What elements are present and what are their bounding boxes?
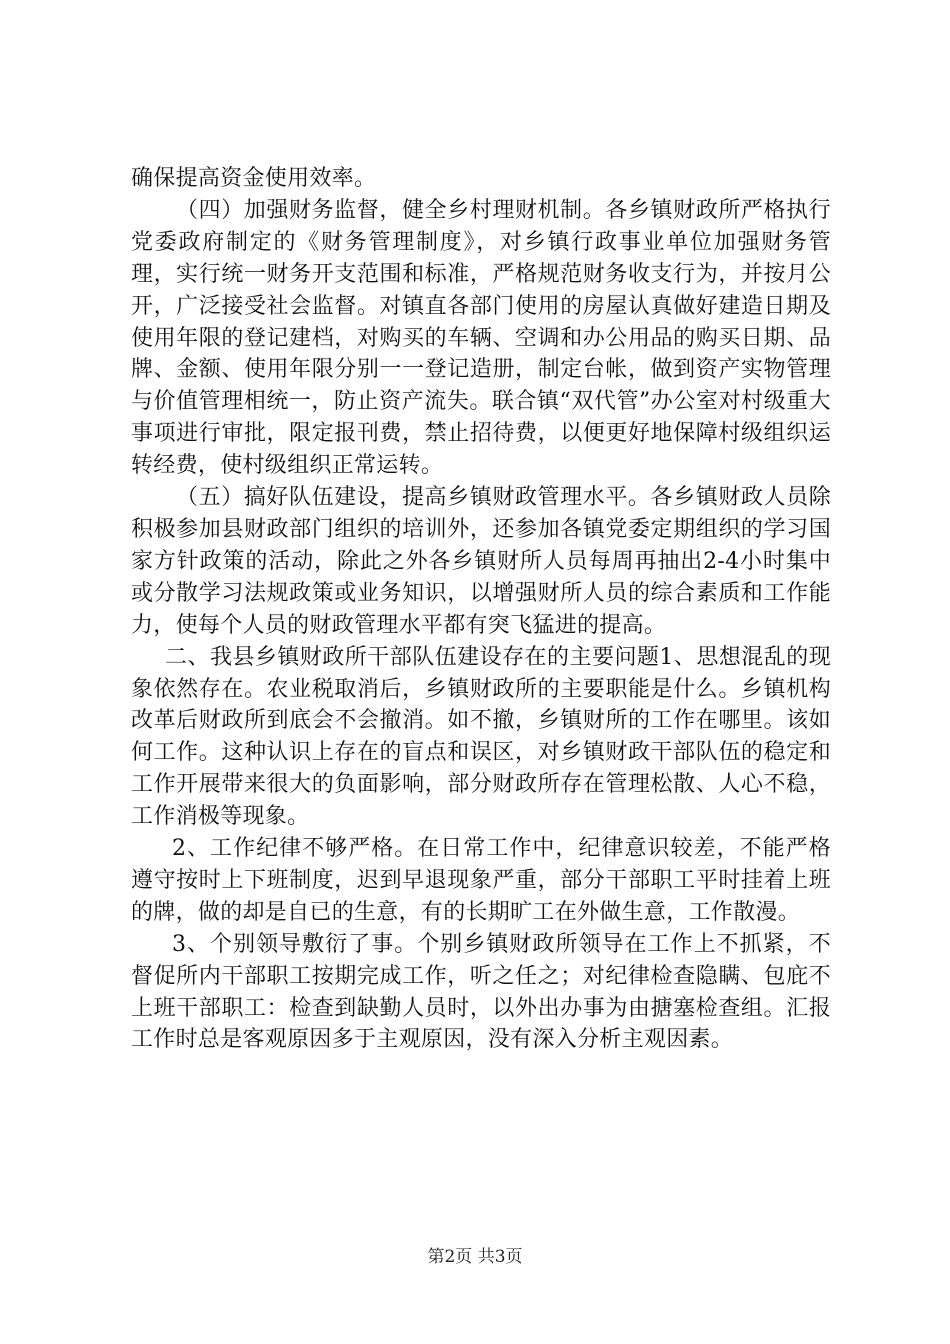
paragraph-section-five: （五）搞好队伍建设，提高乡镇财政管理水平。各乡镇财政人员除积极参加县财政部门组织的培训外，还参加各镇党委定期组织的学习国家方针政策的活动，除此之外各乡镇财所人员每周再抽出2-4小时集中或分散学习法规政策或业务知识，以增强财所人员的综合素质和工作能力，使每个人员的财政管理水平都有突飞猛进的提高。 <box>131 485 831 638</box>
paragraph-problem-two: 2、工作纪律不够严格。在日常工作中，纪律意识较差，不能严格遵守按时上下班制度，迟到早退现象严重，部分干部职工平时挂着上班的牌，做的却是自已的生意，有的长期旷工在外做生意，工作散漫。 <box>131 836 831 925</box>
paragraph-problems-heading: 二、我县乡镇财政所干部队伍建设存在的主要问题1、思想混乱的现象依然存在。农业税取消后，乡镇财政所的主要职能是什么。乡镇机构改革后财政所到底会不会撤消。如不撤，乡镇财所的工作在哪里。该如何工作。这种认识上存在的盲点和误区，对乡镇财政干部队伍的稳定和工作开展带来很大的负面影响，部分财政所存在管理松散、人心不稳，工作消极等现象。 <box>131 644 831 830</box>
document-body <box>131 163 831 1056</box>
page-number-footer: 第2页 共3页 <box>427 1247 523 1267</box>
paragraph-continuation: 确保提高资金使用效率。 <box>131 166 377 191</box>
paragraph-problem-three: 3、个别领导敷衍了事。个别乡镇财政所领导在工作上不抓紧，不督促所内干部职工按期完成工作，听之任之；对纪律检查隐瞒、包庇不上班干部职工：检查到缺勤人员时，以外出办事为由搪塞检查组。汇报工作时总是客观原因多于主观原因，没有深入分析主观因素。 <box>131 931 831 1053</box>
paragraph-section-four: （四）加强财务监督，健全乡村理财机制。各乡镇财政所严格执行党委政府制定的《财务管理制度》，对乡镇行政事业单位加强财务管理，实行统一财务开支范围和标准，严格规范财务收支行为，并按月公开，广泛接受社会监督。对镇直各部门使用的房屋认真做好建造日期及使用年限的登记建档，对购买的车辆、空调和办公用品的购买日期、品牌、金额、使用年限分别一一登记造册，制定台帐，做到资产实物管理与价值管理相统一，防止资产流失。联合镇“双代管”办公室对村级重大事项进行审批，限定报刊费，禁止招待费，以便更好地保障村级组织运转经费，使村级组织正常运转。 <box>131 197 831 479</box>
